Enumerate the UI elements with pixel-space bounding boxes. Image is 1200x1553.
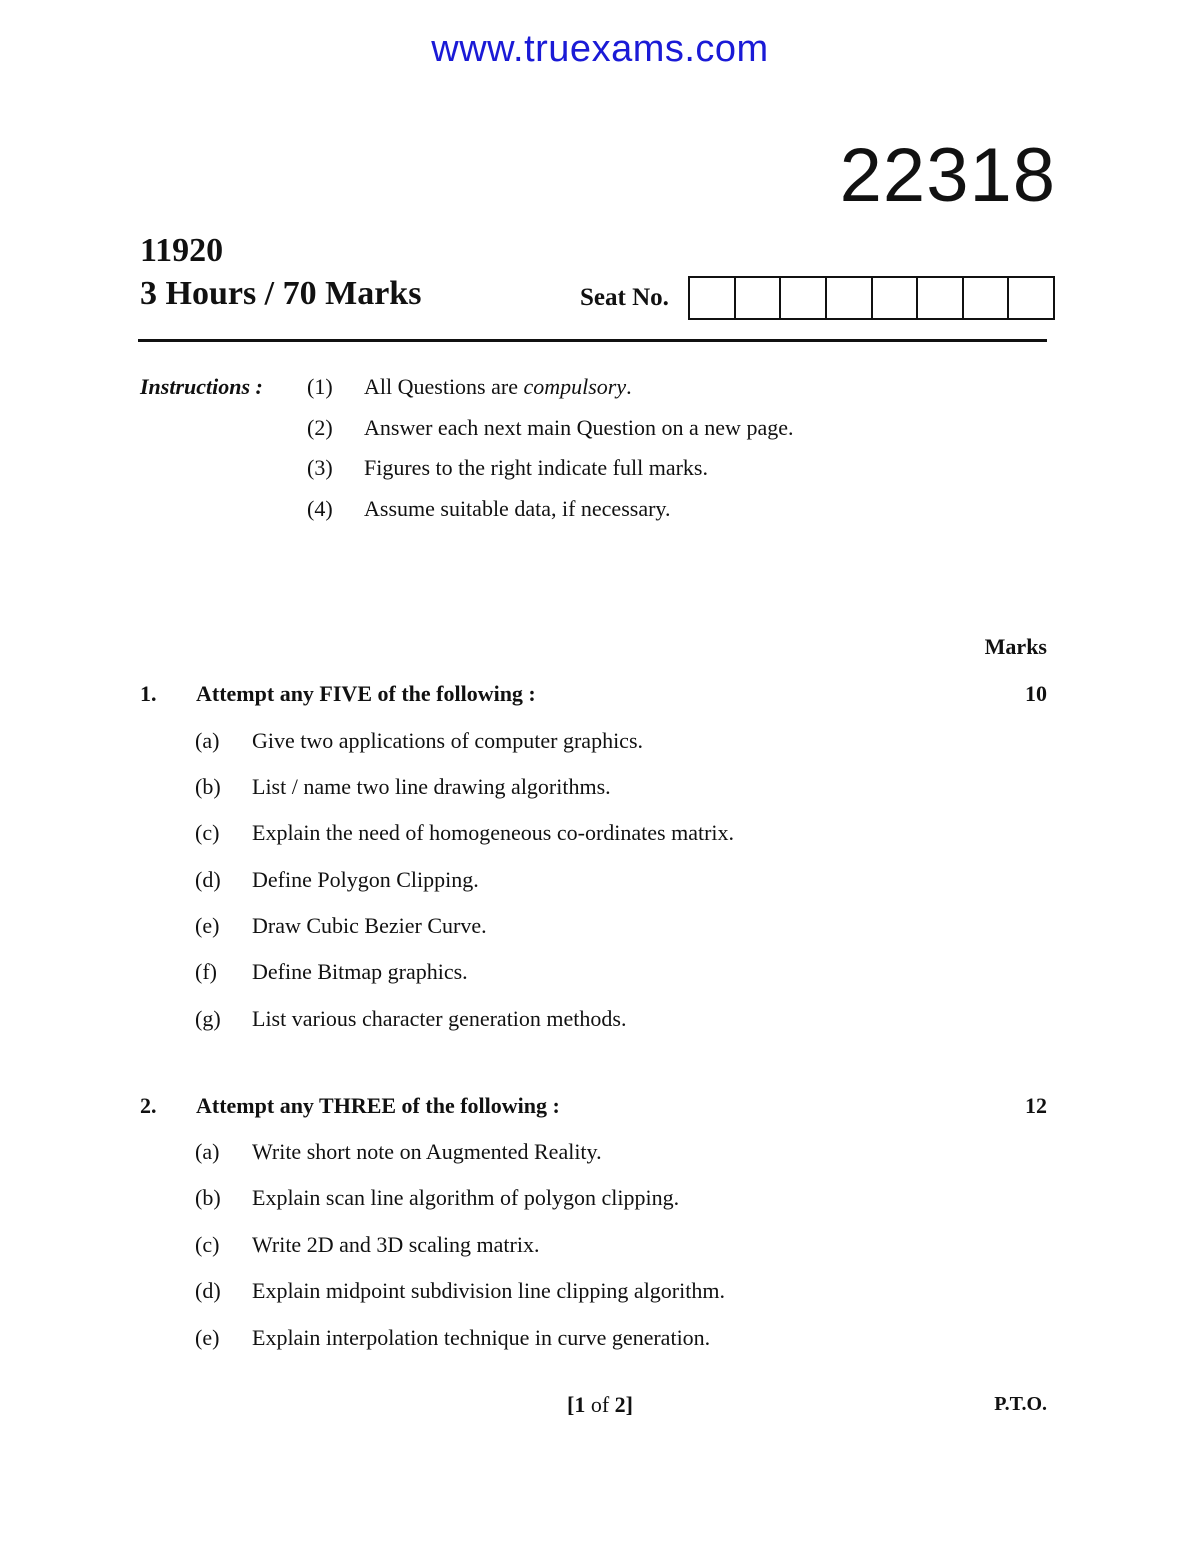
seat-digit-box[interactable]	[873, 278, 919, 318]
sub-question-label: (g)	[195, 1006, 221, 1031]
instruction-text-tail: .	[626, 374, 632, 399]
instruction-number: (2)	[307, 415, 333, 440]
sub-question-text: Define Bitmap graphics.	[252, 959, 468, 984]
instruction-text-main: All Questions are	[364, 374, 524, 399]
sub-question-label: (a)	[195, 1139, 220, 1164]
seat-digit-box[interactable]	[1009, 278, 1053, 318]
marks-column-heading: Marks	[984, 634, 1047, 659]
instruction-number: (1)	[307, 374, 333, 399]
seat-digit-box[interactable]	[690, 278, 736, 318]
question-marks: 10	[1025, 681, 1047, 706]
seat-digit-box[interactable]	[827, 278, 873, 318]
header-divider	[138, 339, 1047, 342]
question-title: Attempt any FIVE of the following :	[196, 681, 536, 706]
question-marks: 12	[1025, 1093, 1047, 1118]
question-number: 1.	[140, 681, 157, 706]
sub-question-text: Explain midpoint subdivision line clipping algorithm.	[252, 1278, 725, 1303]
seat-digit-box[interactable]	[964, 278, 1010, 318]
sub-question-text: Write 2D and 3D scaling matrix.	[252, 1232, 540, 1257]
sub-question-label: (c)	[195, 1232, 220, 1257]
sub-question-text: Explain the need of homogeneous co-ordinates matrix.	[252, 820, 735, 845]
sub-question-label: (f)	[195, 959, 217, 984]
duration-marks: 3 Hours / 70 Marks	[140, 275, 422, 312]
sub-question-text: Explain scan line algorithm of polygon clipping.	[252, 1185, 680, 1210]
instruction-text: Assume suitable data, if necessary.	[364, 496, 671, 521]
sub-question-label: (d)	[195, 867, 221, 892]
sub-question-label: (b)	[195, 774, 221, 799]
instruction-emphasis: compulsory	[523, 374, 627, 399]
sub-question-label: (e)	[195, 1325, 220, 1350]
sub-question-text: Draw Cubic Bezier Curve.	[252, 913, 487, 938]
sub-question-label: (c)	[195, 820, 220, 845]
page-number-current: [1	[567, 1392, 586, 1417]
instruction-text: Answer each next main Question on a new page.	[364, 415, 794, 440]
question-title: Attempt any THREE of the following :	[196, 1093, 560, 1118]
page-number-total: 2]	[614, 1392, 633, 1417]
sub-question-text: Write short note on Augmented Reality.	[252, 1139, 602, 1164]
seat-number-label: Seat No.	[580, 284, 669, 311]
subject-code: 22318	[839, 133, 1056, 218]
instruction-number: (4)	[307, 496, 333, 521]
sub-question-text: List / name two line drawing algorithms.	[252, 774, 611, 799]
sub-question-text: Define Polygon Clipping.	[252, 867, 479, 892]
sub-question-label: (e)	[195, 913, 220, 938]
sub-question-label: (a)	[195, 728, 220, 753]
page-number-of: of	[585, 1392, 615, 1417]
sub-question-text: Give two applications of computer graphics.	[252, 728, 644, 753]
instruction-text: Figures to the right indicate full marks.	[364, 455, 708, 480]
instruction-number: (3)	[307, 455, 333, 480]
seat-digit-box[interactable]	[918, 278, 964, 318]
sub-question-label: (d)	[195, 1278, 221, 1303]
sub-question-text: Explain interpolation technique in curve generation.	[252, 1325, 711, 1350]
seat-digit-box[interactable]	[781, 278, 827, 318]
instruction-text	[364, 374, 632, 400]
instructions-label: Instructions :	[140, 374, 263, 399]
question-number: 2.	[140, 1093, 157, 1118]
sub-question-text: List various character generation methods.	[252, 1006, 627, 1031]
sub-question-label: (b)	[195, 1185, 221, 1210]
website-header: www.truexams.com	[431, 28, 769, 70]
seat-digit-box[interactable]	[736, 278, 782, 318]
please-turn-over: P.T.O.	[994, 1393, 1047, 1415]
paper-code: 11920	[140, 232, 224, 269]
seat-number-boxes[interactable]	[688, 276, 1055, 320]
